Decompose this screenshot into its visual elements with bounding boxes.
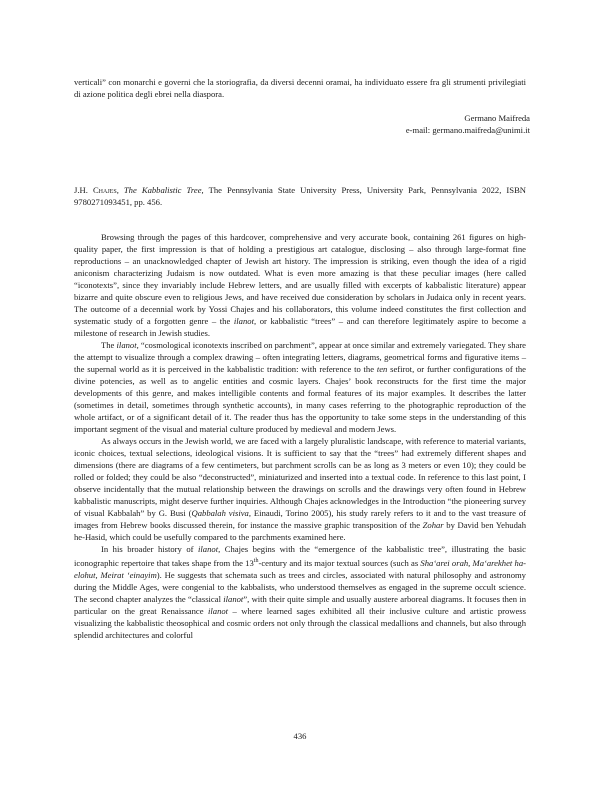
book-citation: J.H. Chajes, The Kabbalistic Tree, The Pennsylvania State University Press, University Park, Pennsylvania 2022, ISBN 9780271093451, pp. 456. [74, 185, 527, 207]
paragraph-2: The ilanot, “cosmological iconotexts inscribed on parchment”, appear at once similar and extremely variegated. They share the attempt to visualize through a complex drawing – often integrating letters, diagrams, geometrical forms and figurative items – the supernal world as it is perceived in the kabbalistic tradition: with reference to the ten sefirot, or further configurations of the divine potencies, as well as to angelic entities and cosmic layers. Chajes’ book reconstructs for the first time the major developments of this genre, and makes intelligible contents and formal features of its major examples. It describes the latter (sometimes in detail, sometimes through synthetic accounts), in many cases referring to the photographic reproduction of the whole artifact, or of a significant detail of it. The reader thus has the opportunity to take some steps in the understanding of this important segment of the visual and material culture produced by medieval and modern Jews. [74, 340, 526, 434]
citation-author-initials: J.H. [74, 185, 88, 195]
citation-author-surname: Chajes [92, 185, 117, 195]
previous-review-closing-text: verticali” con monarchi e governi che la storiografia, da diversi decenni oramai, ha individuato essere fra gli strumenti privilegiati di azione politica degli ebrei nella diaspora. [74, 77, 526, 99]
citation-title: The Kabbalistic Tree [123, 185, 202, 195]
previous-review-signature [406, 112, 530, 136]
reviewer-email[interactable]: e-mail: germano.maifreda@unimi.it [405, 125, 530, 135]
paragraph-1: Browsing through the pages of this hardcover, comprehensive and very accurate book, containing 261 figures on high-quality paper, the first impression is that of holding a prestigious art catalogue, disclosing – also through large-format fine reproductions – an unacknowledged chapter of Jewish art history. The impression is striking, even though the idea of a rigid aniconism characterizing Judaism is now outdated. What is even more amazing is that these peculiar images (here called “iconotexts”, since they invariably include Hebrew letters, and are usually filled with excerpts of kabbalistic literature) appear bizarre and quite obscure even to religious Jews, and have received due consideration by scholars in Judaica only in recent years. The outcome of a decennial work by Yossi Chajes and his collaborators, this volume indeed constitutes the first collection and systematic study of a forgotten genre – the ilanot, or kabbalistic “trees” – and can therefore legitimately aspire to become a milestone of research in Jewish studies. [74, 232, 526, 338]
review-body [74, 231, 526, 641]
reviewer-name: Germano Maifreda [464, 113, 530, 123]
citation-details: , The Pennsylvania State University Press, University Park, Pennsylvania 2022, ISBN 9780271093451, pp. 456. [74, 185, 527, 207]
paragraph-4: In his broader history of ilanot, Chajes begins with the “emergence of the kabbalistic tree”, illustrating the basic iconographic repertoire that takes shape from the 13th-century and its major textual sources (such as Sha‘arei orah, Ma‘arekhet ha-elohut, Meirat ‘einayim). He suggests that schemata such as trees and circles, associated with natural philosophy and astronomy during the Middle Ages, were congenial to the kabbalists, who understood themselves as engaged in the supreme occult science. The second chapter analyzes the “classical ilanot”, with their quite simple and usually austere arboreal diagrams. It focuses then in particular on the great Renaissance ilanot – where learned sages exhibited all their inclusive culture and artistic prowess visualizing the kabbalistic theosophical and cosmic orders not only through the classical medallions and channels, but also through splendid architectures and colorful [74, 544, 527, 640]
page-number: 436 [293, 731, 307, 741]
paragraph-3: As always occurs in the Jewish world, we are faced with a largely pluralistic landscape, with reference to material variants, iconic choices, textual selections, ideological visions. It is sufficient to say that the “trees” had extremely different shapes and dimensions (there are diagrams of a few centimeters, but parchment scrolls can be as long as 3 meters or even 10); they could be rolled or folded; they could be also “deconstructed”, miniaturized and inserted into a textual code. In reference to this last point, I observe incidentally that the mutual relationship between the drawings on scrolls and the drawings very often found in Hebrew kabbalistic manuscripts, might deserve further inquiries. Although Chajes acknowledges in the Introduction “the pioneering survey of visual Kabbalah” by G. Busi (Qabbalah visiva, Einaudi, Torino 2005), his study rarely refers to it and to the vast treasure of images from Hebrew books discussed therein, for instance the massive graphic transposition of the Zohar by David ben Yehudah he-Hasid, which could be usefully compared to the parchments examined here. [74, 436, 526, 542]
previous-review-ending [74, 76, 526, 100]
